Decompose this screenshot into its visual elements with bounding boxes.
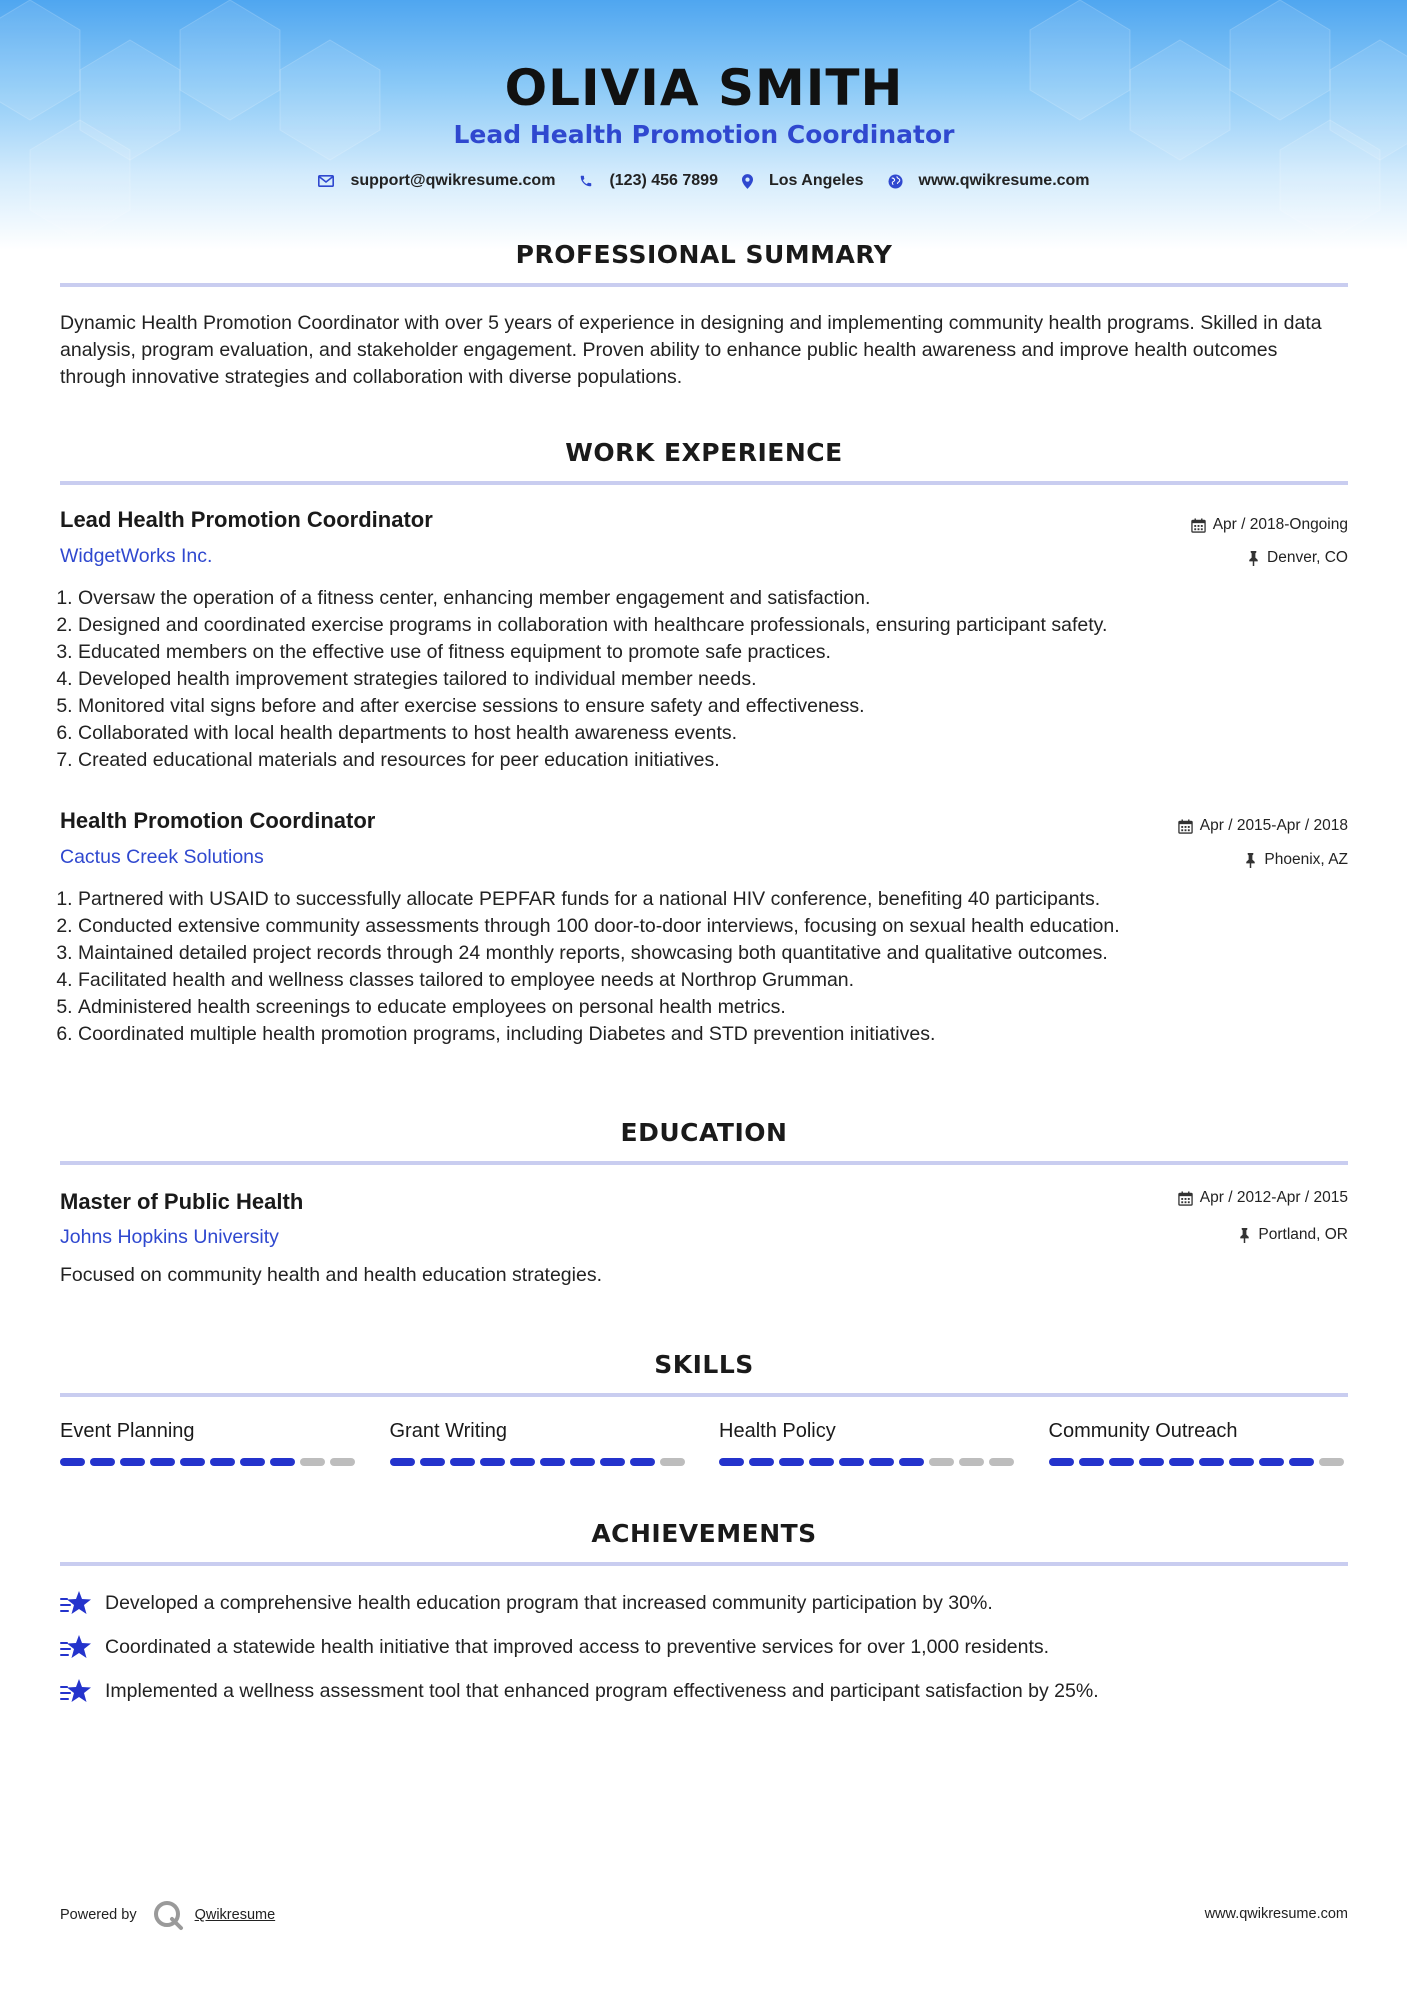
- list-item: 4. Facilitated health and wellness classes tailored to employee needs at Northrop Grumman.: [78, 967, 1348, 994]
- skill-segment-filled: [1109, 1458, 1134, 1466]
- calendar-icon: [1178, 1191, 1193, 1206]
- star-icon: [60, 1633, 92, 1661]
- skill-level-bar: [719, 1458, 1019, 1466]
- skill-segment-filled: [150, 1458, 175, 1466]
- skill-segment-empty: [1319, 1458, 1344, 1466]
- skill-segment-filled: [510, 1458, 535, 1466]
- job-location-text: Denver, CO: [1267, 549, 1348, 566]
- list-item: 6. Collaborated with local health departments to host health awareness events.: [78, 720, 1348, 747]
- skill-segment-filled: [420, 1458, 445, 1466]
- education-divider: [60, 1161, 1348, 1165]
- education-location: [1238, 1226, 1348, 1244]
- achievement-text: Coordinated a statewide health initiative that improved access to preventive services for over 1,000 residents.: [105, 1635, 1050, 1658]
- achievement-item: [60, 1677, 1348, 1705]
- skill-segment-filled: [1049, 1458, 1074, 1466]
- skill-segment-filled: [120, 1458, 145, 1466]
- skill-name: Community Outreach: [1048, 1420, 1238, 1442]
- education-dates-text: Apr / 2012-Apr / 2015: [1199, 1189, 1348, 1206]
- skill-segment-filled: [719, 1458, 744, 1466]
- calendar-icon: [1178, 819, 1193, 834]
- list-item: 5. Administered health screenings to educate employees on personal health metrics.: [78, 994, 1348, 1021]
- footer-branding: [60, 1898, 275, 1932]
- skill-item: [1049, 1418, 1349, 1466]
- skill-segment-filled: [1199, 1458, 1224, 1466]
- list-item: 4. Developed health improvement strategies tailored to individual member needs.: [78, 666, 1348, 693]
- list-item: 5. Monitored vital signs before and after exercise sessions to ensure safety and effectiveness.: [78, 693, 1348, 720]
- list-item: 3. Maintained detailed project records through 24 monthly reports, showcasing both quantitative and qualitative outcomes.: [78, 940, 1348, 967]
- skill-segment-filled: [1229, 1458, 1254, 1466]
- skill-item: [60, 1418, 360, 1466]
- skill-segment-filled: [180, 1458, 205, 1466]
- contact-website[interactable]: [888, 172, 1090, 190]
- achievement-item: [60, 1633, 1348, 1661]
- job-dates-text: Apr / 2018-Ongoing: [1212, 516, 1348, 533]
- job-location: [1247, 549, 1348, 567]
- summary-heading: PROFESSIONAL SUMMARY: [515, 240, 893, 269]
- skill-segment-filled: [809, 1458, 834, 1466]
- contact-email[interactable]: [318, 172, 555, 190]
- summary-divider: [60, 283, 1348, 287]
- skill-segment-filled: [570, 1458, 595, 1466]
- skill-item: [719, 1418, 1019, 1466]
- achievements-heading: ACHIEVEMENTS: [591, 1519, 817, 1548]
- job-title: Lead Health Promotion Coordinator: [60, 507, 433, 532]
- list-item: 2. Designed and coordinated exercise programs in collaboration with healthcare professionals, ensuring participant safety.: [78, 612, 1348, 639]
- star-icon: [60, 1677, 92, 1705]
- achievement-text: Developed a comprehensive health education program that increased community participation by 30%.: [105, 1591, 993, 1614]
- job-location: [1244, 851, 1348, 869]
- education-dates: [1178, 1189, 1348, 1207]
- skill-name: Grant Writing: [389, 1420, 507, 1442]
- skill-segment-filled: [540, 1458, 565, 1466]
- skill-segment-filled: [1169, 1458, 1194, 1466]
- achievement-item: [60, 1589, 1348, 1617]
- skills-heading: SKILLS: [654, 1350, 754, 1379]
- summary-text: Dynamic Health Promotion Coordinator with over 5 years of experience in designing and implementing community health programs. Skilled in data analysis, program evaluation, and stakeholder engagement. Proven ability to enhance public health awareness and improve health outcomes through innovative strategies and collaboration with diverse populations.: [60, 312, 1322, 388]
- calendar-icon: [1191, 518, 1206, 533]
- job-location-text: Phoenix, AZ: [1264, 851, 1348, 868]
- contact-phone[interactable]: [579, 172, 718, 190]
- skill-name: Event Planning: [60, 1420, 195, 1442]
- email-text: support@qwikresume.com: [350, 172, 556, 189]
- skill-segment-filled: [630, 1458, 655, 1466]
- skill-segment-filled: [749, 1458, 774, 1466]
- school-name: Johns Hopkins University: [60, 1226, 279, 1248]
- skill-segment-filled: [240, 1458, 265, 1466]
- achievements-divider: [60, 1562, 1348, 1566]
- brand-link[interactable]: Qwikresume: [194, 1907, 276, 1923]
- skill-segment-filled: [450, 1458, 475, 1466]
- degree-title: Master of Public Health: [60, 1189, 304, 1214]
- education-heading: EDUCATION: [620, 1118, 788, 1147]
- skill-segment-empty: [300, 1458, 325, 1466]
- candidate-title: Lead Health Promotion Coordinator: [453, 120, 955, 149]
- skill-segment-empty: [929, 1458, 954, 1466]
- job-responsibilities: [60, 886, 1348, 1048]
- skill-segment-filled: [60, 1458, 85, 1466]
- footer-website[interactable]: www.qwikresume.com: [1204, 1906, 1348, 1922]
- location-text: Los Angeles: [768, 172, 864, 189]
- skill-segment-filled: [1139, 1458, 1164, 1466]
- skill-segment-filled: [600, 1458, 625, 1466]
- job-company: WidgetWorks Inc.: [60, 545, 213, 567]
- skill-level-bar: [1049, 1458, 1349, 1466]
- pushpin-icon: [1247, 551, 1260, 566]
- list-item: 1. Oversaw the operation of a fitness center, enhancing member engagement and satisfaction.: [78, 585, 1348, 612]
- skill-segment-filled: [210, 1458, 235, 1466]
- skill-segment-filled: [899, 1458, 924, 1466]
- list-item: 1. Partnered with USAID to successfully allocate PEPFAR funds for a national HIV conference, benefiting 40 participants.: [78, 886, 1348, 913]
- skill-segment-filled: [839, 1458, 864, 1466]
- star-icon: [60, 1589, 92, 1617]
- job-responsibilities: [60, 585, 1348, 774]
- skill-segment-empty: [959, 1458, 984, 1466]
- pushpin-icon: [1244, 853, 1257, 868]
- skill-segment-filled: [390, 1458, 415, 1466]
- experience-divider: [60, 481, 1348, 485]
- skill-segment-empty: [330, 1458, 355, 1466]
- skill-level-bar: [390, 1458, 690, 1466]
- globe-icon: [888, 174, 903, 189]
- job-dates-text: Apr / 2015-Apr / 2018: [1199, 817, 1348, 834]
- skill-segment-empty: [660, 1458, 685, 1466]
- skills-list: [60, 1418, 1348, 1466]
- skill-segment-filled: [480, 1458, 505, 1466]
- map-pin-icon: [742, 174, 753, 189]
- envelope-icon: [318, 175, 334, 187]
- education-description: Focused on community health and health education strategies.: [60, 1264, 603, 1286]
- skill-segment-filled: [1289, 1458, 1314, 1466]
- list-item: 6. Coordinated multiple health promotion programs, including Diabetes and STD prevention initiatives.: [78, 1021, 1348, 1048]
- skill-segment-filled: [869, 1458, 894, 1466]
- skill-segment-filled: [779, 1458, 804, 1466]
- pushpin-icon: [1238, 1228, 1251, 1243]
- skill-segment-filled: [90, 1458, 115, 1466]
- skill-segment-empty: [989, 1458, 1014, 1466]
- list-item: 7. Created educational materials and resources for peer education initiatives.: [78, 747, 1348, 774]
- phone-icon: [579, 174, 593, 188]
- job-dates: [1178, 817, 1348, 835]
- website-text: www.qwikresume.com: [918, 172, 1090, 189]
- skill-segment-filled: [270, 1458, 295, 1466]
- phone-text: (123) 456 7899: [609, 172, 718, 189]
- experience-heading: WORK EXPERIENCE: [565, 438, 843, 467]
- skill-segment-filled: [1259, 1458, 1284, 1466]
- job-company: Cactus Creek Solutions: [60, 846, 264, 868]
- skill-segment-filled: [1079, 1458, 1104, 1466]
- candidate-name: OLIVIA SMITH: [504, 59, 904, 117]
- skill-level-bar: [60, 1458, 360, 1466]
- skill-item: [390, 1418, 690, 1466]
- list-item: 3. Educated members on the effective use of fitness equipment to promote safe practices.: [78, 639, 1348, 666]
- contact-location: [742, 172, 864, 190]
- job-title: Health Promotion Coordinator: [60, 808, 376, 833]
- skills-divider: [60, 1393, 1348, 1397]
- achievement-text: Implemented a wellness assessment tool that enhanced program effectiveness and participant satisfaction by 25%.: [105, 1679, 1099, 1702]
- powered-by-label: Powered by: [60, 1907, 137, 1923]
- qwikresume-logo-icon: [151, 1898, 185, 1932]
- education-location-text: Portland, OR: [1258, 1226, 1348, 1243]
- contact-bar: [60, 172, 1348, 190]
- list-item: 2. Conducted extensive community assessments through 100 door-to-door interviews, focusing on sexual health education.: [78, 913, 1348, 940]
- skill-name: Health Policy: [719, 1420, 836, 1442]
- job-dates: [1191, 516, 1348, 534]
